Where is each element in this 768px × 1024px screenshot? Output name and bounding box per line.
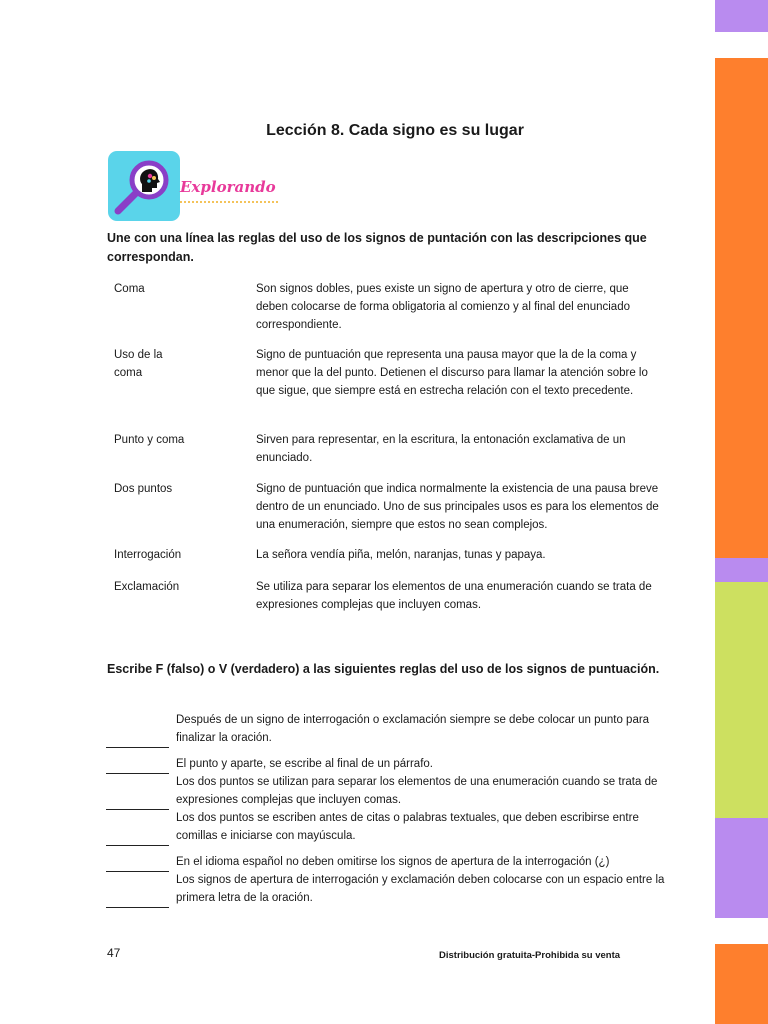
true-false-instruction: Escribe F (falso) o V (verdadero) a las siguientes reglas del uso de los signos de puntuación. <box>107 662 660 676</box>
term-uso-de-la-coma: Uso de la coma <box>114 349 163 379</box>
description-4: Signo de puntuación que indica normalmente la existencia de una pausa breve dentro de un enunciado. Uno de sus principales usos es para los elementos de una enumeración, siempre que estos no sean complejos. <box>256 483 659 531</box>
lesson-title: Lección 8. Cada signo es su lugar <box>266 122 524 139</box>
answer-blank-5[interactable] <box>106 871 169 872</box>
explorando-label: Explorando <box>180 178 276 196</box>
side-bar-orange-bottom <box>715 944 768 1024</box>
side-bar-purple-mid <box>715 558 768 582</box>
answer-blank-3[interactable] <box>106 809 169 810</box>
term-coma: Coma <box>114 283 145 295</box>
description-6: Se utiliza para separar los elementos de una enumeración cuando se trata de expresiones complejas que incluyen comas. <box>256 581 652 611</box>
footer-note: Distribución gratuita-Prohibida su venta <box>439 950 621 961</box>
explorando-logo <box>108 151 180 221</box>
term-interrogacion: Interrogación <box>114 549 182 561</box>
term-exclamacion: Exclamación <box>114 581 180 593</box>
description-1: Son signos dobles, pues existe un signo de apertura y otro de cierre, que deben colocarse de forma obligatoria al comienzo y al final del enunciado correspondiente. <box>256 283 630 331</box>
statement-5: En el idioma español no deben omitirse los signos de apertura de la interrogación (¿) <box>176 856 610 868</box>
page-number: 47 <box>107 946 121 960</box>
explorando-underline <box>180 201 278 203</box>
answer-blank-1[interactable] <box>106 747 169 748</box>
description-5: La señora vendía piña, melón, naranjas, tunas y papaya. <box>256 549 546 561</box>
answer-blank-2[interactable] <box>106 773 169 774</box>
magnifier-head-icon <box>108 151 180 221</box>
side-bar-green <box>715 582 768 818</box>
term-punto-y-coma: Punto y coma <box>114 434 185 446</box>
statement-1: Después de un signo de interrogación o exclamación siempre se debe colocar un punto para finalizar la oración. <box>176 714 650 744</box>
statement-4: Los dos puntos se escriben antes de citas o palabras textuales, que deben escribirse entre comillas e iniciarse con mayúscula. <box>176 812 639 842</box>
answer-blank-6[interactable] <box>106 907 169 908</box>
side-bar-purple-top <box>715 0 768 32</box>
side-bar-purple-low <box>715 818 768 918</box>
statement-2: El punto y aparte, se escribe al final de un párrafo. <box>176 758 433 770</box>
description-2: Signo de puntuación que representa una pausa mayor que la de la coma y menor que la del punto. Detienen el discurso para llamar la atención sobre lo que sigue, que siempre está en estrecha relación con el texto precedente. <box>256 349 648 397</box>
answer-blank-4[interactable] <box>106 845 169 846</box>
matching-instruction: Une con una línea las reglas del uso de los signos de puntación con las descripciones que correspondan. <box>107 231 647 264</box>
term-dos-puntos: Dos puntos <box>114 483 173 495</box>
description-3: Sirven para representar, en la escritura, la entonación exclamativa de un enunciado. <box>256 434 626 464</box>
statement-6: Los signos de apertura de interrogación y exclamación deben colocarse con un espacio entre la primera letra de la oración. <box>176 874 665 904</box>
statement-3: Los dos puntos se utilizan para separar los elementos de una enumeración cuando se trata de expresiones complejas que incluyen comas. <box>176 776 658 806</box>
